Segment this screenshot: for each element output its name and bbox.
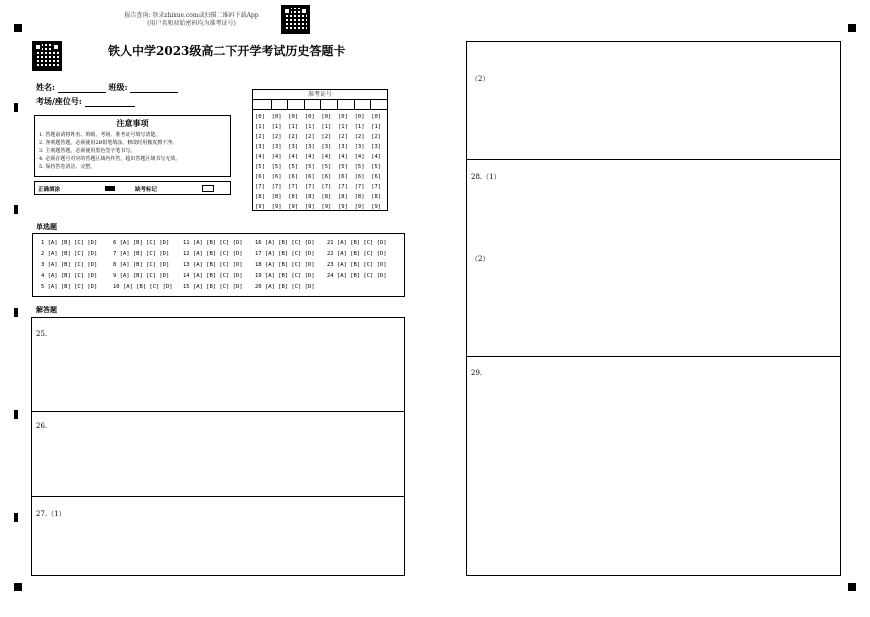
question-26-label: 26. bbox=[36, 422, 48, 430]
question-27-part2-label: （2） bbox=[471, 75, 490, 83]
qr-code-left bbox=[32, 41, 62, 71]
admission-digit-bubble[interactable]: [7] bbox=[304, 184, 315, 190]
admission-digit-bubble[interactable]: [5] bbox=[288, 164, 299, 170]
admission-digit-bubble[interactable]: [2] bbox=[255, 134, 265, 140]
admission-digit-bubble[interactable]: [4] bbox=[304, 154, 315, 160]
admission-digit-bubble[interactable]: [2] bbox=[321, 134, 332, 140]
admission-digit-bubble[interactable]: [7] bbox=[288, 184, 299, 190]
admission-digit-bubble[interactable]: [0] bbox=[338, 114, 348, 120]
notes-item: 3. 主观题答题，必须使用黑色签字笔书写。 bbox=[39, 148, 136, 154]
admission-digit-bubble[interactable]: [1] bbox=[321, 124, 332, 130]
admission-digit-bubble[interactable]: [8] bbox=[255, 194, 265, 200]
report-tip bbox=[124, 12, 259, 28]
admission-digit-bubble[interactable]: [2] bbox=[371, 134, 382, 140]
notes-item: 2. 客观题答题，必须使用2B铅笔填涂，修改时用橡皮擦干净。 bbox=[39, 140, 178, 146]
admission-digit-bubble[interactable]: [4] bbox=[371, 154, 382, 160]
grid-divider bbox=[304, 99, 305, 109]
question-29-label: 29. bbox=[471, 369, 483, 377]
admission-digit-bubble[interactable]: [4] bbox=[321, 154, 332, 160]
side-mark bbox=[14, 410, 18, 419]
admission-digit-bubble[interactable]: [7] bbox=[271, 184, 282, 190]
notes-box bbox=[34, 115, 231, 177]
corner-mark-bl bbox=[14, 583, 22, 591]
admission-digit-column[interactable] bbox=[321, 112, 331, 212]
seat-field bbox=[36, 96, 135, 107]
report-tip-line2: (用户名和初始密码均为准考证号) bbox=[147, 20, 236, 27]
admission-digit-column[interactable] bbox=[338, 112, 348, 212]
admission-digit-bubble[interactable]: [6] bbox=[288, 174, 299, 180]
admission-digit-bubble[interactable]: [2] bbox=[338, 134, 348, 140]
admission-digit-bubble[interactable]: [3] bbox=[371, 144, 382, 150]
admission-digit-bubble[interactable]: [0] bbox=[321, 114, 332, 120]
admission-digit-bubble[interactable]: [9] bbox=[354, 204, 365, 210]
mcq-section-label: 单选题 bbox=[36, 222, 57, 231]
admission-digit-bubble[interactable]: [0] bbox=[304, 114, 315, 120]
admission-digit-bubble[interactable]: [1] bbox=[288, 124, 299, 130]
name-field bbox=[36, 82, 178, 93]
admission-digit-bubble[interactable]: [3] bbox=[338, 144, 348, 150]
answer-area-right bbox=[466, 41, 841, 576]
admission-digit-bubble[interactable]: [9] bbox=[288, 204, 299, 210]
admission-digit-bubble[interactable]: [3] bbox=[288, 144, 299, 150]
question-25-label: 25. bbox=[36, 330, 48, 338]
grid-divider bbox=[370, 99, 371, 109]
admission-digit-bubble[interactable]: [8] bbox=[321, 194, 332, 200]
admission-digit-bubble[interactable]: [6] bbox=[371, 174, 382, 180]
admission-digit-bubble[interactable]: [2] bbox=[271, 134, 282, 140]
mcq-column[interactable]: 1 [A] [B] [C] [D] 2 [A] [B] [C] [D] 3 [A] [B] [C] [D] 4 [A] [B] [C] [D] 5 [A] [B] [C] [D] bbox=[41, 240, 98, 290]
admission-digit-bubble[interactable]: [6] bbox=[304, 174, 315, 180]
notes-list bbox=[39, 131, 230, 171]
absent-label: 缺考标记 bbox=[135, 187, 158, 193]
admission-digit-bubble[interactable]: [7] bbox=[371, 184, 382, 190]
notes-item: 5. 保持答卷清洁、完整。 bbox=[39, 164, 96, 170]
admission-digit-bubble[interactable]: [3] bbox=[321, 144, 332, 150]
admission-digit-bubble[interactable]: [5] bbox=[271, 164, 282, 170]
admission-digit-bubble[interactable]: [7] bbox=[255, 184, 265, 190]
qr-code[interactable] bbox=[281, 5, 310, 34]
notes-item: 1. 答题前请将姓名、班级、考场、准考证号填写清楚。 bbox=[39, 132, 161, 138]
admission-digit-bubble[interactable]: [3] bbox=[304, 144, 315, 150]
grid-divider bbox=[320, 99, 321, 109]
admission-digit-bubble[interactable]: [8] bbox=[304, 194, 315, 200]
question-28-part2-label: （2） bbox=[471, 255, 490, 263]
admission-digit-bubble[interactable]: [1] bbox=[255, 124, 265, 130]
seat-label: 考场/座位号: bbox=[36, 96, 82, 106]
side-mark bbox=[14, 103, 18, 112]
mcq-column[interactable]: 16 [A] [B] [C] [D] 17 [A] [B] [C] [D] 18 [A] [B] [C] [D] 19 [A] [B] [C] [D] 20 [A] [B] [C] [D] bbox=[255, 240, 315, 290]
seat-input-line[interactable] bbox=[85, 98, 135, 107]
answer-section-label: 解答题 bbox=[36, 305, 57, 314]
corner-mark-tl bbox=[14, 24, 22, 32]
mcq-column[interactable]: 6 [A] [B] [C] [D] 7 [A] [B] [C] [D] 8 [A] [B] [C] [D] 9 [A] [B] [C] [D] 10 [A] [B] [C] [D] bbox=[113, 240, 173, 290]
admission-digit-bubble[interactable]: [1] bbox=[304, 124, 315, 130]
admission-digit-bubble[interactable]: [7] bbox=[321, 184, 332, 190]
admission-digit-bubble[interactable]: [9] bbox=[371, 204, 382, 210]
name-label: 姓名: bbox=[36, 82, 55, 92]
admission-digit-bubble[interactable]: [6] bbox=[354, 174, 365, 180]
admission-digit-bubble[interactable]: [8] bbox=[354, 194, 365, 200]
admission-digit-bubble[interactable]: [9] bbox=[338, 204, 348, 210]
admission-digit-bubble[interactable]: [5] bbox=[321, 164, 332, 170]
grid-divider bbox=[287, 99, 288, 109]
admission-digit-column[interactable] bbox=[305, 112, 315, 212]
admission-digit-bubble[interactable]: [1] bbox=[371, 124, 382, 130]
admission-digit-bubble[interactable]: [9] bbox=[271, 204, 282, 210]
admission-digit-bubble[interactable]: [0] bbox=[271, 114, 282, 120]
admission-digit-bubble[interactable]: [0] bbox=[354, 114, 365, 120]
correct-fill-sample bbox=[105, 186, 115, 191]
admission-digit-bubble[interactable]: [8] bbox=[288, 194, 299, 200]
admission-digit-column[interactable] bbox=[288, 112, 298, 212]
page-title: 铁人中学2023级高二下开学考试历史答题卡 bbox=[108, 44, 346, 58]
admission-digit-bubble[interactable]: [5] bbox=[354, 164, 365, 170]
admission-digit-bubble[interactable]: [0] bbox=[288, 114, 299, 120]
admission-digit-bubble[interactable]: [8] bbox=[371, 194, 382, 200]
admission-digit-column[interactable] bbox=[371, 112, 381, 212]
admission-digit-column[interactable] bbox=[272, 112, 282, 212]
admission-digit-bubble[interactable]: [6] bbox=[338, 174, 348, 180]
admission-digit-column[interactable] bbox=[255, 112, 265, 212]
admission-digit-bubble[interactable]: [4] bbox=[338, 154, 348, 160]
admission-digit-column[interactable] bbox=[355, 112, 365, 212]
name-input-line[interactable] bbox=[58, 84, 106, 93]
admission-digit-bubble[interactable]: [6] bbox=[321, 174, 332, 180]
notes-title: 注意事项 bbox=[116, 118, 149, 128]
admission-digit-bubble[interactable]: [9] bbox=[304, 204, 315, 210]
side-mark bbox=[14, 205, 18, 214]
corner-mark-br bbox=[848, 583, 856, 591]
admission-digit-bubble[interactable]: [4] bbox=[255, 154, 265, 160]
corner-mark-tr bbox=[848, 24, 856, 32]
admission-digit-bubble[interactable]: [9] bbox=[321, 204, 332, 210]
class-label: 班级: bbox=[108, 82, 128, 92]
grid-divider bbox=[354, 99, 355, 109]
answer-area-left bbox=[31, 317, 405, 576]
admission-digit-bubble[interactable]: [5] bbox=[338, 164, 348, 170]
admission-digit-bubble[interactable]: [6] bbox=[271, 174, 282, 180]
grid-divider bbox=[337, 99, 338, 109]
admission-digit-bubble[interactable]: [3] bbox=[354, 144, 365, 150]
admission-digit-bubble[interactable]: [7] bbox=[338, 184, 348, 190]
admission-title: 准考证号 bbox=[307, 91, 332, 98]
absent-checkbox[interactable] bbox=[202, 185, 214, 192]
admission-digit-bubble[interactable]: [9] bbox=[255, 204, 265, 210]
admission-digit-bubble[interactable]: [2] bbox=[304, 134, 315, 140]
admission-digit-bubble[interactable]: [8] bbox=[271, 194, 282, 200]
mcq-column[interactable]: 21 [A] [B] [C] [D] 22 [A] [B] [C] [D] 23 [A] [B] [C] [D] 24 [A] [B] [C] [D] bbox=[327, 240, 387, 279]
side-mark bbox=[14, 308, 18, 317]
admission-digit-bubble[interactable]: [0] bbox=[371, 114, 382, 120]
admission-digit-bubble[interactable]: [3] bbox=[271, 144, 282, 150]
question-28-label: 28.（1） bbox=[471, 173, 501, 181]
admission-digit-bubble[interactable]: [6] bbox=[255, 174, 265, 180]
notes-item: 4. 必须在题号对应的答题区域内作答，超出答题区域书写无效。 bbox=[39, 156, 181, 162]
fill-legend bbox=[34, 181, 231, 195]
admission-digit-bubble[interactable]: [5] bbox=[304, 164, 315, 170]
admission-digit-bubble[interactable]: [5] bbox=[371, 164, 382, 170]
admission-grid bbox=[252, 89, 388, 211]
admission-digit-bubble[interactable]: [1] bbox=[271, 124, 282, 130]
class-input-line[interactable] bbox=[130, 84, 178, 93]
report-tip-line1: 报告查询: 登录zhixue.com或扫描二维码下载App bbox=[124, 12, 259, 19]
admission-digit-bubble[interactable]: [5] bbox=[255, 164, 265, 170]
correct-fill-label: 正确填涂 bbox=[38, 187, 61, 193]
admission-digit-bubble[interactable]: [0] bbox=[255, 114, 265, 120]
question-27-label: 27.（1） bbox=[36, 510, 66, 518]
mcq-box bbox=[32, 233, 405, 297]
grid-divider bbox=[271, 99, 272, 109]
admission-digit-bubble[interactable]: [1] bbox=[338, 124, 348, 130]
mcq-column[interactable]: 11 [A] [B] [C] [D] 12 [A] [B] [C] [D] 13 [A] [B] [C] [D] 14 [A] [B] [C] [D] 15 [A] [B] [C] [D] bbox=[183, 240, 243, 290]
admission-digit-bubble[interactable]: [3] bbox=[255, 144, 265, 150]
admission-digit-bubble[interactable]: [8] bbox=[338, 194, 348, 200]
admission-digit-bubble[interactable]: [4] bbox=[271, 154, 282, 160]
admission-digit-bubble[interactable]: [7] bbox=[354, 184, 365, 190]
admission-digit-bubble[interactable]: [4] bbox=[354, 154, 365, 160]
admission-digit-bubble[interactable]: [4] bbox=[288, 154, 299, 160]
side-mark bbox=[14, 513, 18, 522]
admission-digit-bubble[interactable]: [2] bbox=[354, 134, 365, 140]
admission-digit-bubble[interactable]: [1] bbox=[354, 124, 365, 130]
admission-digit-bubble[interactable]: [2] bbox=[288, 134, 299, 140]
